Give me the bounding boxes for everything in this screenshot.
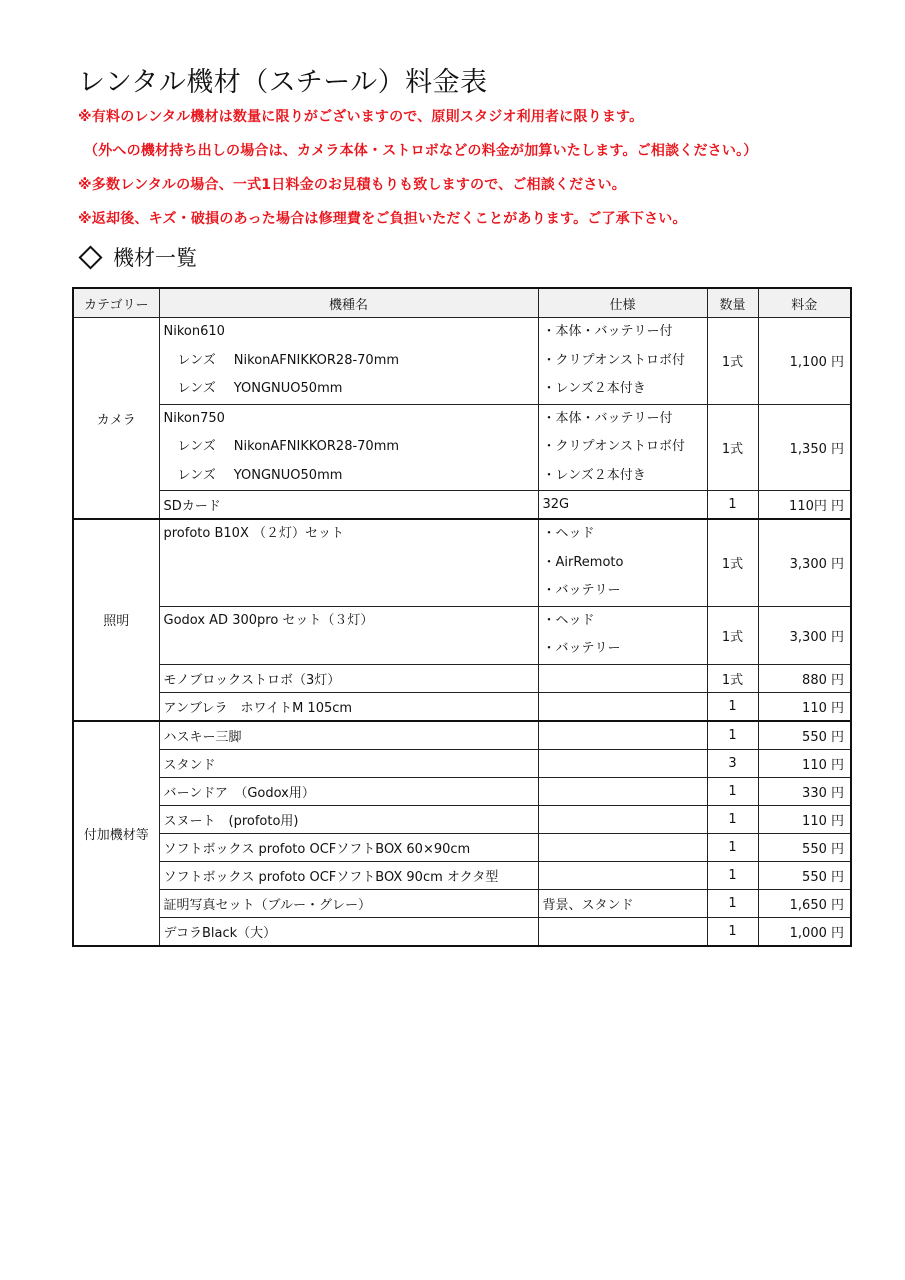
spec-line: ・レンズ２本付き [542,467,646,483]
model-cell [159,606,538,664]
section-heading [78,242,197,272]
price-cell: 550 円 [758,833,851,861]
model-cell [159,404,538,491]
lens-line: レンズ YONGNUO50mm [177,381,343,396]
spec-cell [538,318,707,405]
equipment-table [72,287,852,947]
table-row [73,318,851,405]
price-cell: 1,100 円 [758,318,851,405]
model-name: ソフトボックス profoto OCFソフトBOX 60×90cm [159,833,538,861]
table-row [73,491,851,520]
diamond-icon [78,245,102,269]
model-name: スヌート (profoto用) [159,805,538,833]
table-row [73,833,851,861]
model-name: モノブロックストロボ（3灯） [159,664,538,692]
qty-cell: 1 [707,805,758,833]
header-category: カテゴリー [73,288,159,318]
spec-cell [538,805,707,833]
spec-cell: 背景、スタンド [538,889,707,917]
header-price: 料金 [758,288,851,318]
spec-line: ・レンズ２本付き [542,381,646,396]
table-row [73,404,851,491]
spec-cell [538,664,707,692]
note-limited: ※有料のレンタル機材は数量に限りがございますので、原則スタジオ利用者に限ります。 [78,109,644,125]
table-row [73,519,851,606]
table-row [73,805,851,833]
note-outside: （外への機材持ち出しの場合は、カメラ本体・ストロボなどの料金が加算いたします。ご相談ください。） [84,143,758,159]
header-spec: 仕様 [538,288,707,318]
model-name: profoto B10X （２灯）セット [163,526,344,541]
header-qty: 数量 [707,288,758,318]
spec-cell [538,721,707,750]
spec-line: ・ヘッド [542,526,595,541]
model-name: バーンドア （Godox用） [159,777,538,805]
spec-cell: 32G [538,491,707,520]
model-name: Godox AD 300pro セット（３灯） [163,612,374,628]
qty-cell: 1式 [707,318,758,405]
price-cell: 330 円 [758,777,851,805]
price-cell: 110 円 [758,692,851,721]
price-cell: 1,350 円 [758,404,851,491]
spec-cell [538,917,707,946]
qty-cell: 1式 [707,404,758,491]
spec-cell [538,692,707,721]
price-cell: 110 円 [758,805,851,833]
model-name: ハスキー三脚 [159,721,538,750]
model-name: デコラBlack（大） [159,917,538,946]
model-cell [159,519,538,606]
table-row [73,777,851,805]
qty-cell: 1 [707,721,758,750]
spec-cell [538,861,707,889]
qty-cell: 3 [707,749,758,777]
table-row [73,749,851,777]
table-row [73,861,851,889]
model-name: Nikon750 [163,410,225,426]
qty-cell: 1 [707,917,758,946]
table-row [73,692,851,721]
spec-line: ・本体・バッテリー付 [542,410,673,426]
spec-cell [538,404,707,491]
table-row [73,917,851,946]
spec-line: ・クリプオンストロボ付 [542,352,685,368]
model-name: SDカード [159,491,538,520]
spec-cell [538,519,707,606]
price-cell: 110 円 [758,749,851,777]
qty-cell: 1 [707,833,758,861]
model-name: アンブレラ ホワイトM 105cm [159,692,538,721]
lens-line: レンズ YONGNUO50mm [177,467,343,483]
category-lighting: 照明 [73,519,159,721]
price-cell: 550 円 [758,861,851,889]
spec-cell [538,777,707,805]
spec-line: ・本体・バッテリー付 [542,324,673,339]
spec-line: ・クリプオンストロボ付 [542,439,685,454]
price-cell: 1,650 円 [758,889,851,917]
price-cell: 550 円 [758,721,851,750]
table-row [73,664,851,692]
section-title: 機材一覧 [113,246,197,270]
model-name: Nikon610 [163,324,225,339]
spec-cell [538,833,707,861]
spec-line: ・AirRemoto [542,554,624,570]
notes [78,104,878,240]
table-row [73,889,851,917]
model-name: 証明写真セット（ブルー・グレー） [159,889,538,917]
qty-cell: 1式 [707,664,758,692]
spec-line: ・バッテリー [542,641,621,656]
spec-cell [538,749,707,777]
spec-line: ・ヘッド [542,612,595,628]
model-cell [159,318,538,405]
table-row [73,721,851,750]
qty-cell: 1 [707,861,758,889]
qty-cell: 1 [707,491,758,520]
header-model: 機種名 [159,288,538,318]
qty-cell: 1 [707,692,758,721]
qty-cell: 1 [707,777,758,805]
qty-cell: 1 [707,889,758,917]
price-cell: 110円 円 [758,491,851,520]
qty-cell: 1式 [707,519,758,606]
price-cell: 3,300 円 [758,519,851,606]
model-name: スタンド [159,749,538,777]
model-name: ソフトボックス profoto OCFソフトBOX 90cm オクタ型 [159,861,538,889]
qty-cell: 1式 [707,606,758,664]
category-camera: カメラ [73,318,159,520]
spec-cell [538,606,707,664]
spec-line: ・バッテリー [542,583,621,598]
table-row [73,606,851,664]
price-cell: 1,000 円 [758,917,851,946]
price-cell: 880 円 [758,664,851,692]
note-bulk: ※多数レンタルの場合、一式1日料金のお見積もりも致しますので、ご相談ください。 [78,177,626,193]
price-cell: 3,300 円 [758,606,851,664]
category-accessories: 付加機材等 [73,721,159,946]
note-damage: ※返却後、キズ・破損のあった場合は修理費をご負担いただくことがあります。ご了承下さい。 [78,211,687,227]
page-title: レンタル機材（スチール）料金表 [78,67,488,98]
table-header-row [73,288,851,318]
lens-line: レンズ NikonAFNIKKOR28-70mm [177,439,400,454]
lens-line: レンズ NikonAFNIKKOR28-70mm [177,352,400,368]
